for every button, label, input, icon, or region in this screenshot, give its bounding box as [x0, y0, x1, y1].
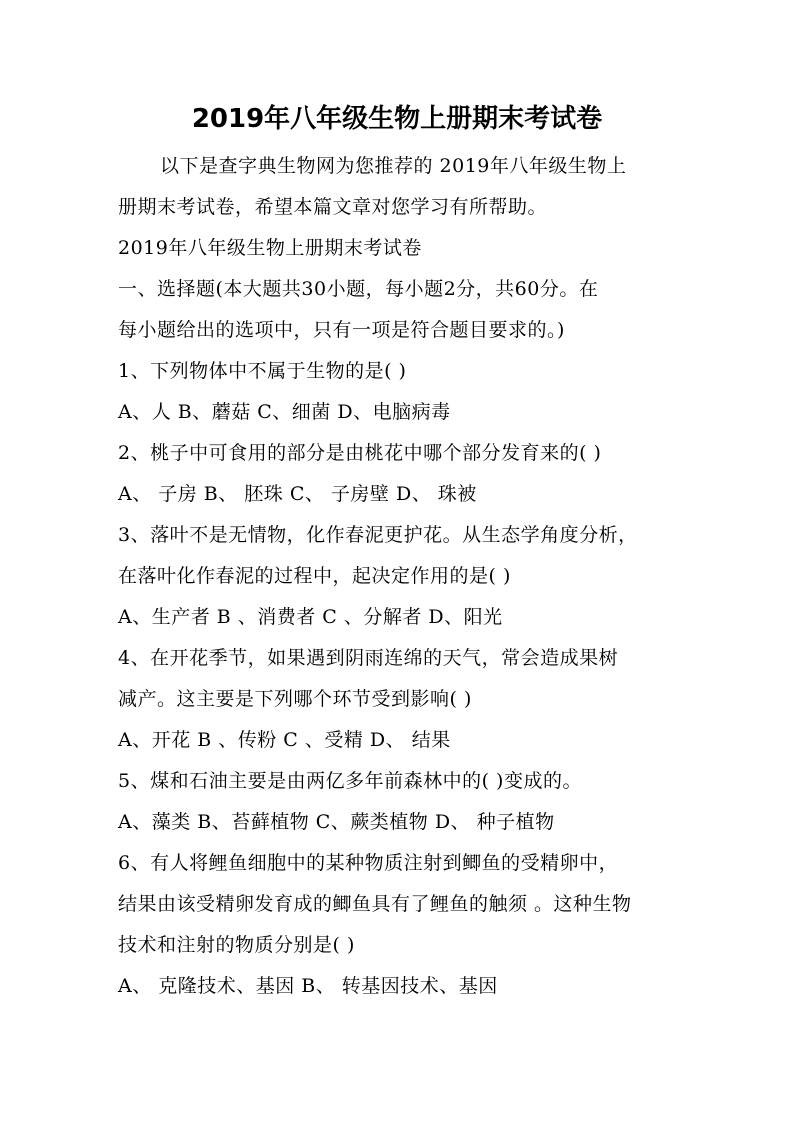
- question-3-options: A、生产者 B 、消费者 C 、分解者 D、阳光: [118, 606, 503, 628]
- question-3-line-1: 3、落叶不是无情物，化作春泥更护花。从生态学角度分析，: [118, 524, 638, 546]
- question-1: 1、下列物体中不属于生物的是( ): [118, 360, 407, 382]
- question-5-options: A、藻类 B、苔藓植物 C、蕨类植物 D、 种子植物: [118, 811, 555, 833]
- document-title: 2019年八年级生物上册期末考试卷: [191, 104, 603, 134]
- subtitle-line: 2019年八年级生物上册期末考试卷: [118, 237, 422, 259]
- question-2-options: A、 子房 B、 胚珠 C、 子房壁 D、 珠被: [118, 483, 477, 505]
- question-5: 5、煤和石油主要是由两亿多年前森林中的( )变成的。: [118, 770, 582, 792]
- question-4-line-2: 减产。这主要是下列哪个环节受到影响( ): [118, 688, 472, 710]
- question-6-options: A、 克隆技术、基因 B、 转基因技术、基因: [118, 975, 498, 997]
- intro-line-2: 册期末考试卷，希望本篇文章对您学习有所帮助。: [118, 196, 548, 218]
- question-6-line-3: 技术和注射的物质分别是( ): [118, 934, 355, 956]
- section-heading-line-2: 每小题给出的选项中，只有一项是符合题目要求的。): [118, 319, 565, 341]
- question-1-options: A、人 B、蘑菇 C、细菌 D、电脑病毒: [118, 401, 451, 423]
- question-2: 2、桃子中可食用的部分是由桃花中哪个部分发育来的( ): [118, 442, 602, 464]
- question-6-line-1: 6、有人将鲤鱼细胞中的某种物质注射到鲫鱼的受精卵中，: [118, 852, 619, 874]
- question-3-line-2: 在落叶化作春泥的过程中，起决定作用的是( ): [118, 565, 511, 587]
- question-4-options: A、开花 B 、传粉 C 、受精 D、 结果: [118, 729, 451, 751]
- intro-line-1: 以下是查字典生物网为您推荐的 2019年八年级生物上: [160, 155, 627, 177]
- section-heading-line-1: 一、选择题(本大题共30小题，每小题2分，共60分。在: [118, 278, 599, 300]
- question-4-line-1: 4、在开花季节，如果遇到阴雨连绵的天气，常会造成果树: [118, 647, 619, 669]
- question-6-line-2: 结果由该受精卵发育成的鲫鱼具有了鲤鱼的触须 。这种生物: [118, 893, 632, 915]
